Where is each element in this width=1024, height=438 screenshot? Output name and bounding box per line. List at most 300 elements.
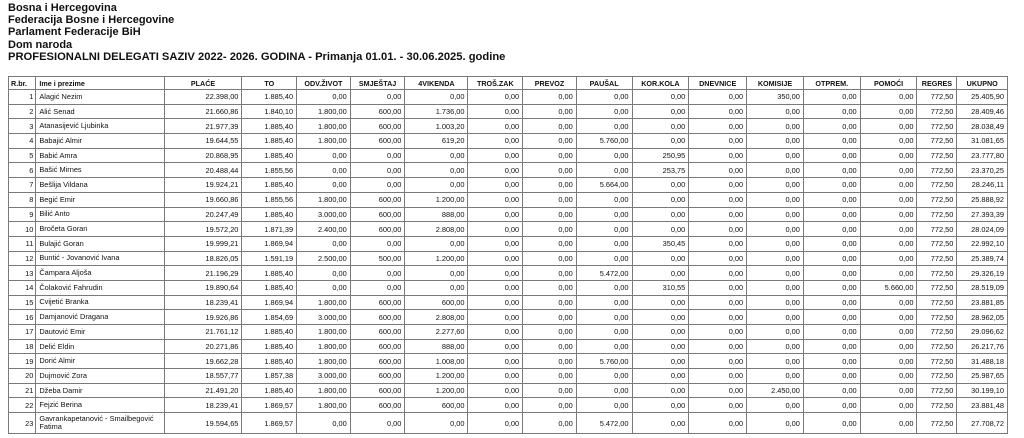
column-header: UKUPNO — [957, 77, 1008, 90]
amount-cell: 1.885,40 — [242, 354, 297, 369]
table-body — [9, 90, 1008, 434]
amount-cell: 600,00 — [350, 207, 405, 222]
table-row — [9, 148, 1008, 163]
amount-cell: 0,00 — [803, 251, 860, 266]
amount-cell: 0,00 — [860, 236, 917, 251]
amount-cell: 0,00 — [576, 222, 632, 237]
column-header: POMOĆI — [860, 77, 917, 90]
amount-cell: 772,50 — [917, 325, 957, 340]
amount-cell: 0,00 — [689, 413, 747, 434]
delegate-name: Bulajić Goran — [36, 236, 164, 251]
amount-cell: 20.488,44 — [164, 163, 242, 178]
amount-cell: 0,00 — [405, 178, 468, 193]
amount-cell: 0,00 — [747, 148, 804, 163]
amount-cell: 19.644,55 — [164, 134, 242, 149]
amount-cell: 23.881,48 — [957, 398, 1008, 413]
amount-cell: 600,00 — [350, 310, 405, 325]
amount-cell: 0,00 — [350, 280, 405, 295]
amount-cell: 1.885,40 — [242, 148, 297, 163]
amount-cell: 27.393,39 — [957, 207, 1008, 222]
amount-cell: 19.662,28 — [164, 354, 242, 369]
amount-cell: 0,00 — [297, 236, 351, 251]
amount-cell: 0,00 — [689, 178, 747, 193]
amount-cell: 21.761,12 — [164, 325, 242, 340]
amount-cell: 1.869,57 — [242, 413, 297, 434]
amount-cell: 0,00 — [468, 295, 523, 310]
amount-cell: 0,00 — [632, 369, 689, 384]
delegate-name: Delić Eldin — [36, 339, 164, 354]
amount-cell: 0,00 — [689, 207, 747, 222]
row-number: 19 — [9, 354, 36, 369]
amount-cell: 0,00 — [632, 222, 689, 237]
column-header: REGRES — [917, 77, 957, 90]
delegate-name: Alić Senad — [36, 104, 164, 119]
amount-cell: 0,00 — [523, 134, 577, 149]
table-row — [9, 339, 1008, 354]
amount-cell: 20.868,95 — [164, 148, 242, 163]
amount-cell: 0,00 — [803, 236, 860, 251]
table-row — [9, 104, 1008, 119]
amount-cell: 0,00 — [747, 207, 804, 222]
table-row — [9, 163, 1008, 178]
amount-cell: 28.038,49 — [957, 119, 1008, 134]
amount-cell: 2.400,00 — [297, 222, 351, 237]
payments-table — [8, 76, 1008, 434]
delegate-name: Alagić Nezim — [36, 90, 164, 105]
row-number: 4 — [9, 134, 36, 149]
row-number: 12 — [9, 251, 36, 266]
amount-cell: 29.096,62 — [957, 325, 1008, 340]
amount-cell: 5.760,00 — [576, 134, 632, 149]
table-row — [9, 207, 1008, 222]
amount-cell: 1.869,57 — [242, 398, 297, 413]
row-number: 2 — [9, 104, 36, 119]
amount-cell: 0,00 — [689, 192, 747, 207]
amount-cell: 0,00 — [523, 266, 577, 281]
amount-cell: 0,00 — [860, 325, 917, 340]
amount-cell: 0,00 — [350, 413, 405, 434]
amount-cell: 772,50 — [917, 369, 957, 384]
table-row — [9, 398, 1008, 413]
amount-cell: 600,00 — [350, 192, 405, 207]
amount-cell: 0,00 — [297, 90, 351, 105]
delegate-name: Babić Amra — [36, 148, 164, 163]
amount-cell: 0,00 — [468, 354, 523, 369]
amount-cell: 19.924,21 — [164, 178, 242, 193]
amount-cell: 0,00 — [747, 339, 804, 354]
amount-cell: 2.277,60 — [405, 325, 468, 340]
delegate-name: Čolaković Fahrudin — [36, 280, 164, 295]
amount-cell: 28.409,46 — [957, 104, 1008, 119]
amount-cell: 22.992,10 — [957, 236, 1008, 251]
amount-cell: 1.885,40 — [242, 178, 297, 193]
amount-cell: 1.855,56 — [242, 163, 297, 178]
amount-cell: 0,00 — [803, 192, 860, 207]
amount-cell: 0,00 — [297, 413, 351, 434]
amount-cell: 1.200,00 — [405, 192, 468, 207]
amount-cell: 0,00 — [350, 178, 405, 193]
amount-cell: 23.777,80 — [957, 148, 1008, 163]
amount-cell: 0,00 — [689, 266, 747, 281]
document-title: PROFESIONALNI DELEGATI SAZIV 2022- 2026. GODINA - Primanja 01.01. - 30.06.2025. godine — [8, 50, 506, 63]
amount-cell: 28.246,11 — [957, 178, 1008, 193]
amount-cell: 0,00 — [803, 134, 860, 149]
amount-cell: 0,00 — [632, 251, 689, 266]
amount-cell: 1.854,69 — [242, 310, 297, 325]
amount-cell: 21.977,39 — [164, 119, 242, 134]
amount-cell: 1.800,00 — [297, 192, 351, 207]
column-header: Ime i prezime — [36, 77, 164, 90]
amount-cell: 250,95 — [632, 148, 689, 163]
amount-cell: 600,00 — [350, 325, 405, 340]
delegate-name: Bilić Anto — [36, 207, 164, 222]
table-row — [9, 134, 1008, 149]
amount-cell: 0,00 — [689, 236, 747, 251]
amount-cell: 0,00 — [523, 310, 577, 325]
amount-cell: 0,00 — [576, 236, 632, 251]
amount-cell: 0,00 — [860, 178, 917, 193]
amount-cell: 25.405,90 — [957, 90, 1008, 105]
amount-cell: 0,00 — [689, 295, 747, 310]
column-header: PLAĆE — [164, 77, 242, 90]
amount-cell: 0,00 — [803, 280, 860, 295]
amount-cell: 0,00 — [468, 280, 523, 295]
amount-cell: 0,00 — [803, 398, 860, 413]
amount-cell: 600,00 — [350, 222, 405, 237]
column-header: TO — [242, 77, 297, 90]
amount-cell: 0,00 — [468, 178, 523, 193]
amount-cell: 600,00 — [405, 295, 468, 310]
row-number: 21 — [9, 383, 36, 398]
amount-cell: 0,00 — [350, 266, 405, 281]
amount-cell: 0,00 — [747, 178, 804, 193]
amount-cell: 772,50 — [917, 104, 957, 119]
column-header: KOR.KOLA — [632, 77, 689, 90]
column-header: OTPREM. — [803, 77, 860, 90]
amount-cell: 0,00 — [468, 413, 523, 434]
column-header: 4VIKENDA — [405, 77, 468, 90]
amount-cell: 0,00 — [689, 251, 747, 266]
delegate-name: Dorić Almir — [36, 354, 164, 369]
amount-cell: 0,00 — [468, 236, 523, 251]
amount-cell: 0,00 — [576, 251, 632, 266]
amount-cell: 0,00 — [632, 339, 689, 354]
amount-cell: 0,00 — [747, 134, 804, 149]
row-number: 18 — [9, 339, 36, 354]
amount-cell: 0,00 — [576, 119, 632, 134]
delegate-name: Begić Emir — [36, 192, 164, 207]
amount-cell: 0,00 — [523, 178, 577, 193]
amount-cell: 500,00 — [350, 251, 405, 266]
amount-cell: 1.800,00 — [297, 119, 351, 134]
amount-cell: 0,00 — [860, 369, 917, 384]
amount-cell: 0,00 — [523, 222, 577, 237]
row-number: 7 — [9, 178, 36, 193]
amount-cell: 28.024,09 — [957, 222, 1008, 237]
amount-cell: 0,00 — [747, 266, 804, 281]
column-header: R.br. — [9, 77, 36, 90]
amount-cell: 0,00 — [405, 148, 468, 163]
amount-cell: 1.800,00 — [297, 383, 351, 398]
amount-cell: 0,00 — [747, 119, 804, 134]
amount-cell: 3.000,00 — [297, 207, 351, 222]
amount-cell: 2.808,00 — [405, 310, 468, 325]
amount-cell: 0,00 — [523, 236, 577, 251]
delegate-name: Babajić Almir — [36, 134, 164, 149]
amount-cell: 0,00 — [576, 339, 632, 354]
amount-cell: 0,00 — [747, 413, 804, 434]
amount-cell: 1.800,00 — [297, 295, 351, 310]
amount-cell: 0,00 — [860, 354, 917, 369]
amount-cell: 1.869,94 — [242, 295, 297, 310]
amount-cell: 0,00 — [689, 104, 747, 119]
amount-cell: 0,00 — [689, 148, 747, 163]
amount-cell: 600,00 — [350, 119, 405, 134]
amount-cell: 1.800,00 — [297, 398, 351, 413]
amount-cell: 0,00 — [860, 148, 917, 163]
amount-cell: 22.398,00 — [164, 90, 242, 105]
column-header: ODV.ŽIVOT — [297, 77, 351, 90]
amount-cell: 0,00 — [468, 383, 523, 398]
amount-cell: 0,00 — [860, 192, 917, 207]
row-number: 3 — [9, 119, 36, 134]
amount-cell: 0,00 — [350, 236, 405, 251]
amount-cell: 0,00 — [689, 280, 747, 295]
amount-cell: 28.519,09 — [957, 280, 1008, 295]
amount-cell: 18.826,05 — [164, 251, 242, 266]
amount-cell: 772,50 — [917, 398, 957, 413]
amount-cell: 0,00 — [468, 163, 523, 178]
amount-cell: 0,00 — [632, 178, 689, 193]
amount-cell: 1.200,00 — [405, 251, 468, 266]
row-number: 16 — [9, 310, 36, 325]
amount-cell: 0,00 — [632, 207, 689, 222]
row-number: 20 — [9, 369, 36, 384]
column-header: TROŠ.ZAK — [468, 77, 523, 90]
amount-cell: 0,00 — [468, 369, 523, 384]
amount-cell: 772,50 — [917, 178, 957, 193]
amount-cell: 0,00 — [468, 134, 523, 149]
amount-cell: 0,00 — [747, 325, 804, 340]
row-number: 22 — [9, 398, 36, 413]
amount-cell: 25.389,74 — [957, 251, 1008, 266]
amount-cell: 0,00 — [405, 413, 468, 434]
amount-cell: 888,00 — [405, 207, 468, 222]
amount-cell: 1.871,39 — [242, 222, 297, 237]
amount-cell: 0,00 — [523, 90, 577, 105]
amount-cell: 1.857,38 — [242, 369, 297, 384]
table-row — [9, 295, 1008, 310]
amount-cell: 0,00 — [468, 266, 523, 281]
amount-cell: 0,00 — [468, 90, 523, 105]
amount-cell: 0,00 — [689, 398, 747, 413]
amount-cell: 772,50 — [917, 207, 957, 222]
table-row — [9, 119, 1008, 134]
amount-cell: 0,00 — [689, 222, 747, 237]
amount-cell: 0,00 — [523, 207, 577, 222]
amount-cell: 0,00 — [803, 339, 860, 354]
amount-cell: 0,00 — [523, 339, 577, 354]
delegate-name: Džeba Damir — [36, 383, 164, 398]
amount-cell: 0,00 — [297, 163, 351, 178]
amount-cell: 0,00 — [468, 398, 523, 413]
amount-cell: 0,00 — [747, 251, 804, 266]
amount-cell: 3.000,00 — [297, 310, 351, 325]
amount-cell: 5.660,00 — [860, 280, 917, 295]
amount-cell: 0,00 — [803, 178, 860, 193]
amount-cell: 29.326,19 — [957, 266, 1008, 281]
amount-cell: 253,75 — [632, 163, 689, 178]
amount-cell: 0,00 — [576, 369, 632, 384]
amount-cell: 0,00 — [689, 134, 747, 149]
amount-cell: 0,00 — [297, 266, 351, 281]
amount-cell: 0,00 — [405, 236, 468, 251]
amount-cell: 0,00 — [468, 192, 523, 207]
amount-cell: 772,50 — [917, 354, 957, 369]
amount-cell: 0,00 — [523, 354, 577, 369]
delegate-name: Čampara Aljoša — [36, 266, 164, 281]
amount-cell: 5.472,00 — [576, 413, 632, 434]
header-house: Dom naroda — [8, 38, 73, 51]
amount-cell: 0,00 — [803, 325, 860, 340]
table-row — [9, 310, 1008, 325]
column-header: KOMISIJE — [747, 77, 804, 90]
amount-cell: 21.196,29 — [164, 266, 242, 281]
row-number: 8 — [9, 192, 36, 207]
amount-cell: 0,00 — [523, 251, 577, 266]
amount-cell: 0,00 — [468, 222, 523, 237]
amount-cell: 0,00 — [860, 90, 917, 105]
amount-cell: 0,00 — [689, 163, 747, 178]
table-row — [9, 236, 1008, 251]
amount-cell: 772,50 — [917, 90, 957, 105]
row-number: 1 — [9, 90, 36, 105]
amount-cell: 0,00 — [523, 163, 577, 178]
delegate-name: Bašić Mirnes — [36, 163, 164, 178]
amount-cell: 0,00 — [747, 369, 804, 384]
amount-cell: 2.450,00 — [747, 383, 804, 398]
amount-cell: 350,00 — [747, 90, 804, 105]
delegate-name: Dujmović Zora — [36, 369, 164, 384]
amount-cell: 772,50 — [917, 163, 957, 178]
amount-cell: 0,00 — [405, 90, 468, 105]
amount-cell: 21.491,20 — [164, 383, 242, 398]
amount-cell: 0,00 — [860, 207, 917, 222]
amount-cell: 0,00 — [576, 90, 632, 105]
amount-cell: 1.885,40 — [242, 207, 297, 222]
amount-cell: 0,00 — [860, 266, 917, 281]
header-parliament: Parlament Federacije BiH — [8, 26, 141, 39]
row-number: 23 — [9, 413, 36, 434]
table-row — [9, 369, 1008, 384]
row-number: 11 — [9, 236, 36, 251]
amount-cell: 600,00 — [350, 369, 405, 384]
amount-cell: 0,00 — [803, 369, 860, 384]
amount-cell: 1.200,00 — [405, 369, 468, 384]
amount-cell: 0,00 — [350, 90, 405, 105]
table-header-row — [9, 77, 1008, 90]
amount-cell: 0,00 — [405, 163, 468, 178]
table-row — [9, 178, 1008, 193]
amount-cell: 3.000,00 — [297, 369, 351, 384]
amount-cell: 600,00 — [350, 354, 405, 369]
amount-cell: 31.488,18 — [957, 354, 1008, 369]
table-row — [9, 325, 1008, 340]
amount-cell: 772,50 — [917, 192, 957, 207]
amount-cell: 772,50 — [917, 295, 957, 310]
amount-cell: 888,00 — [405, 339, 468, 354]
amount-cell: 18.239,41 — [164, 295, 242, 310]
amount-cell: 0,00 — [632, 90, 689, 105]
table-row — [9, 251, 1008, 266]
header-federation: Federacija Bosne i Hercegovine — [8, 14, 175, 27]
amount-cell: 0,00 — [747, 295, 804, 310]
amount-cell: 19.660,86 — [164, 192, 242, 207]
table-row — [9, 413, 1008, 434]
amount-cell: 0,00 — [860, 383, 917, 398]
amount-cell: 1.800,00 — [297, 104, 351, 119]
amount-cell: 19.594,65 — [164, 413, 242, 434]
amount-cell: 2.808,00 — [405, 222, 468, 237]
amount-cell: 1.869,94 — [242, 236, 297, 251]
amount-cell: 0,00 — [632, 134, 689, 149]
row-number: 17 — [9, 325, 36, 340]
amount-cell: 0,00 — [860, 251, 917, 266]
amount-cell: 772,50 — [917, 413, 957, 434]
amount-cell: 0,00 — [523, 413, 577, 434]
amount-cell: 772,50 — [917, 119, 957, 134]
amount-cell: 0,00 — [689, 310, 747, 325]
amount-cell: 0,00 — [576, 325, 632, 340]
delegate-name: Gavrankapetanović - Smailbegović Fatima — [36, 413, 164, 434]
amount-cell: 0,00 — [523, 295, 577, 310]
amount-cell: 0,00 — [576, 383, 632, 398]
amount-cell: 25.888,92 — [957, 192, 1008, 207]
amount-cell: 0,00 — [747, 236, 804, 251]
amount-cell: 600,00 — [350, 104, 405, 119]
amount-cell: 0,00 — [523, 383, 577, 398]
table-row — [9, 222, 1008, 237]
amount-cell: 18.557,77 — [164, 369, 242, 384]
amount-cell: 0,00 — [468, 207, 523, 222]
amount-cell: 5.472,00 — [576, 266, 632, 281]
amount-cell: 1.200,00 — [405, 383, 468, 398]
amount-cell: 0,00 — [860, 163, 917, 178]
amount-cell: 1.885,40 — [242, 383, 297, 398]
amount-cell: 0,00 — [632, 398, 689, 413]
amount-cell: 0,00 — [632, 413, 689, 434]
amount-cell: 0,00 — [632, 383, 689, 398]
amount-cell: 0,00 — [576, 148, 632, 163]
amount-cell: 600,00 — [350, 339, 405, 354]
amount-cell: 0,00 — [860, 398, 917, 413]
delegate-name: Bešlija Vildana — [36, 178, 164, 193]
row-number: 13 — [9, 266, 36, 281]
amount-cell: 5.664,00 — [576, 178, 632, 193]
amount-cell: 19.999,21 — [164, 236, 242, 251]
amount-cell: 0,00 — [576, 207, 632, 222]
amount-cell: 0,00 — [632, 104, 689, 119]
column-header: SMJEŠTAJ — [350, 77, 405, 90]
amount-cell: 0,00 — [803, 119, 860, 134]
amount-cell: 0,00 — [747, 310, 804, 325]
amount-cell: 0,00 — [689, 383, 747, 398]
amount-cell: 0,00 — [632, 310, 689, 325]
amount-cell: 772,50 — [917, 280, 957, 295]
amount-cell: 0,00 — [803, 295, 860, 310]
row-number: 15 — [9, 295, 36, 310]
row-number: 6 — [9, 163, 36, 178]
